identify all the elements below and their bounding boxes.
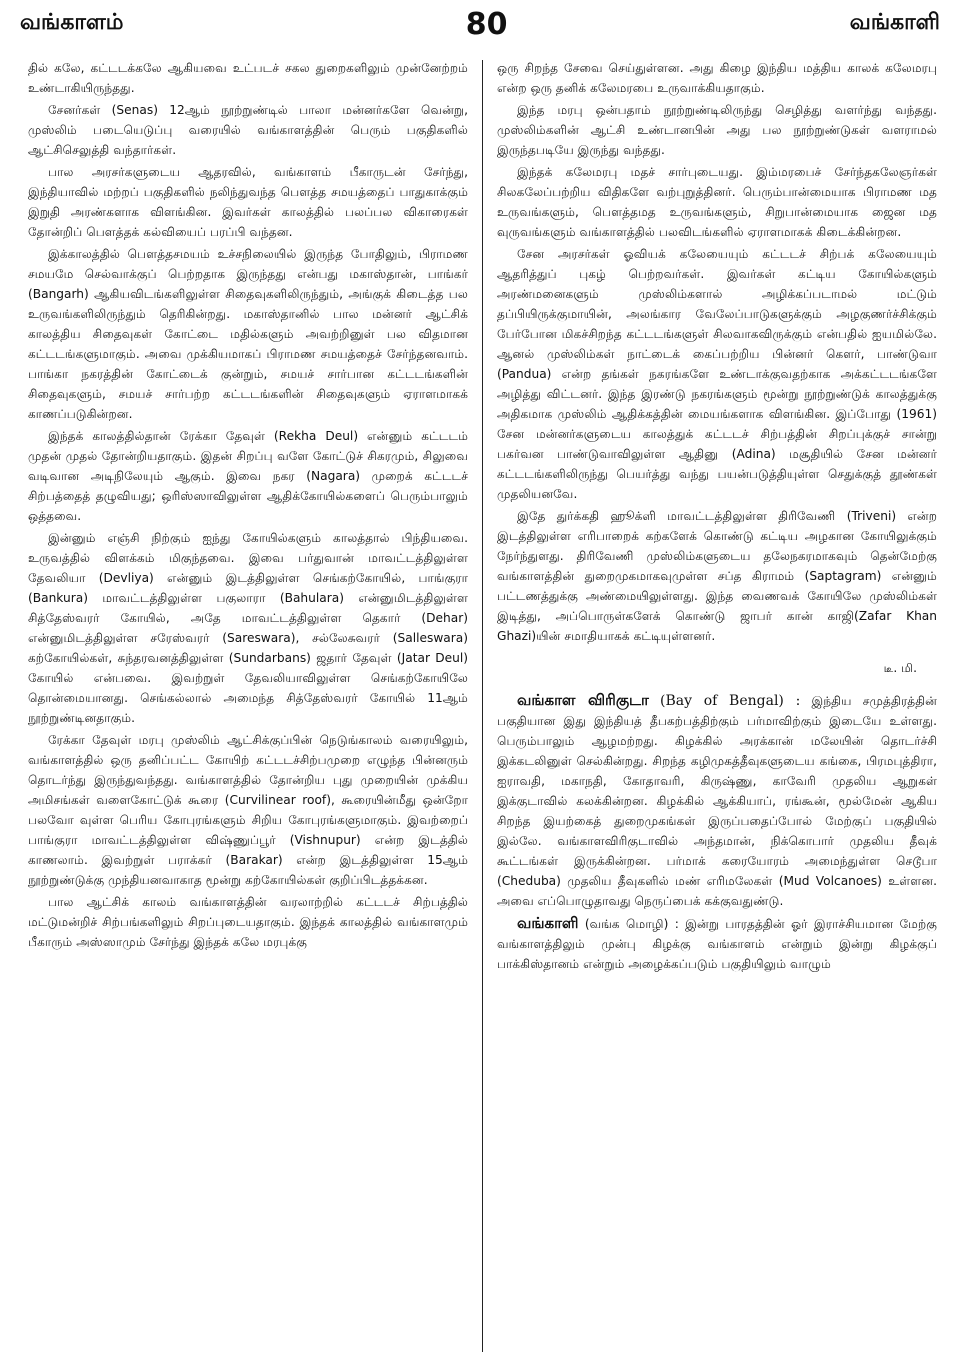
- paragraph: இன்னும் எஞ்சி நிற்கும் ஐந்து கோயில்களும் காலத்தால் பிந்தியவை. உருவத்தில் விளக்கம் மிகுந்தவை. இவை பர்துவான் மாவட்டத்திலுள்ள தேவலியா (Devliya) என்னும் இடத்திலுள்ள செங்கற்கோயில், பாங்குரா (Bankura) மாவட்டத்திலுள்ள பகுலாரா (Bahulara) என்னுமிடத்திலுள்ள சித்தேஸ்வரர் கோயில், அதே மாவட்டத்திலுள்ள தெகார் (Dehar) என்னுமிடத்திலுள்ள சரேஸ்வரர் (Sareswara), சல்லேசுவரர் (Salleswara) கற்கோயில்கள், சுந்தரவனத்திலுள்ள (Sundarbans) ஜதார் தேவுள் (Jatar Deul) கோயில் என்பவை. இவற்றுள் தேவலியாவிலுள்ள செங்கற்கோயிலே தொன்மையானது. செங்கல்லால் அமைந்த சித்தேஸ்வரர் கோயில் 11ஆம் நூற்றுண்டினதாகும்.: [28, 531, 468, 725]
- left-column: [28, 58, 468, 1354]
- entry-title-english: (Bay of Bengal) :: [660, 693, 801, 710]
- paragraph: ரேக்கா தேவுள் மரபு முஸ்லிம் ஆட்சிக்குப்பின் நெடுங்காலம் வரையிலும், வங்காளத்தில் ஒரு தனிப்பட்ட கோயிற் கட்டடச்சிற்பமுறை எழுந்த பின்னரும் தொடர்ந்து இருந்துவந்தது. வங்காளத்தில் தோன்றிய புது முறையின் முக்கிய அமிசங்கள் வளைகோட்டுக் கூரை (Curvilinear roof), கூரையின்மீது ஒன்றோ பலவோ வுள்ள பெரிய கோபுரங்களும் சிறிய கோபுரங்களுமாகும். இவற்றைப் பாங்குரா மாவட்டத்திலுள்ள விஷ்ணுப்பூர் (Vishnupur) என்ற இடத்தில் காணலாம். இவற்றுள் பராக்கர் (Barakar) என்ற இடத்திலுள்ள 15ஆம் நூற்றுண்டுக்கு முந்தியனவாகாத மூன்று கற்கோயில்கள் குறிப்பிடத்தக்கன.: [28, 733, 468, 887]
- right-column: [497, 58, 937, 1354]
- entry-subtitle: (வங்க மொழி) :: [584, 917, 679, 932]
- paragraph: ஒரு சிறந்த சேவை செய்துள்ளன. அது கிழை இந்திய மத்திய காலக் கலேமரபு என்ற ஒரு தனிக் கலேமரபை உருவாக்கியதாகும்.: [497, 61, 937, 95]
- entry-bay-of-bengal: [497, 690, 937, 911]
- author-signature: டீ. மி.: [883, 661, 917, 676]
- paragraph: இந்த மரபு ஒன்பதாம் நூற்றுண்டிலிருந்து செழித்து வளர்ந்து வந்தது. முஸ்லிம்களின் ஆட்சி உண்டானபின் அது பல நூற்றுண்டுகள் வளராமல் இருந்தபடியே இருந்து வந்தது.: [497, 103, 937, 157]
- entry-text: இந்திய சமுத்திரத்தின் பகுதியான இது இந்தியத் தீபகற்பத்திற்கும் பர்மாவிற்கும் இடையே உள்ளது. பெரும்பாலும் ஆழமற்றது. கிழக்கில் அரக்கான் மலேயின் தொடர்ச்சி இக்கடலினுள் செல்கின்றது. சிறந்த கழிமுகத்தீவுகளுடைய கங்கை, பிரமபுத்திரா, ஐராவதி, மகாநதி, கோதாவரி, கிருஷ்ணு, காவேரி முதலிய ஆறுகள் இக்குடாவில் கலக்கின்றன. கிழக்கில் ஆக்கியாப், ரங்கூன், மூல்மேன் ஆகிய சிறந்த இயற்கைத் துறைமுகங்கள் இருப்பதைப்போல் மேற்குப் பகுதியில் இல்லே. வங்காளவிரிகுடாவில் அந்தமான், நிக்கொபார் முதலிய தீவுக் கூட்டங்கள் இருக்கின்றன. பர்மாக் கரையோரம் அமைந்துள்ள செடூபா (Cheduba) முதலிய தீவுகளில் மண் எரிமலேகள் (Mud Volcanoes) உள்ளன. அவை எப்பொழுதாவது நெருப்பைக் கக்குவதுண்டு.: [497, 694, 937, 909]
- paragraph: பால ஆட்சிக் காலம் வங்காளத்தின் வரலாற்றில் கட்டடச் சிற்பத்தில் மட்டுமன்றிச் சிற்பங்களிலும் சிறப்புடையதாகும். இந்தக் காலத்தில் வங்காளமும் பீகாரும் அஸ்ஸாமும் சேர்ந்து இந்தக் கலே மரபுக்கு: [28, 895, 468, 949]
- paragraph: பால அரசர்களுடைய ஆதரவில், வங்காளம் பீகாருடன் சேர்ந்து, இந்தியாவில் மற்றப் பகுதிகளில் நலிந்துவந்த பௌத்த சமயத்தைப் பாதுகாக்கும் இறுதி அரண்களாக விளங்கின. இவர்கள் காலத்தில் பலப்பல விகாரைகள் தோன்றிப் பௌத்தக் கல்வியைப் பரப்பி வந்தன.: [28, 165, 468, 239]
- running-head-left: வங்காளம்: [20, 10, 124, 35]
- entry-bengali-language: [497, 913, 937, 974]
- paragraph: இந்தக் காலத்தில்தான் ரேக்கா தேவுள் (Rekha Deul) என்னும் கட்டடம் முதன் முதல் தோன்றியதாகும். இதன் சிறப்பு வளே கோட்டுச் சிகரமும், சிலுவை வடிவான அடிநிலேயும் ஆகும். இவை நகர (Nagara) முறைக் கட்டடச் சிற்பத்தைத் தழுவியது; ஒரிஸ்ஸாவிலுள்ள ஆதிக்கோயில்களைப் பெரும்பாலும் ஒத்தவை.: [28, 429, 468, 523]
- paragraph: இந்தக் கலேமரபு மதச் சார்புடையது. இம்மரபைச் சேர்ந்தகலேஞர்கள் சிலகலேப்பற்றிய விதிகளே வற்புறுத்தினர். பெரும்பான்மையாக பிராமண மத உருவங்களும், பௌத்தமத உருவங்களும், சிறுபான்மையாக ஜைன மத வுருவங்களும் வங்காளத்தில் பலவிடங்களில் ஏராளமாகக் கிடைக்கின்றன.: [497, 165, 937, 239]
- paragraph: இதே துர்க்கதி ஹூக்ளி மாவட்டத்திலுள்ள திரிவேணி (Triveni) என்ற இடத்திலுள்ள எரிபாறைக் கற்களேக் கொண்டு கட்டிய அழகான கோயிலுக்கும் நேர்ந்துளது. திரிவேணி முஸ்லிம்களுடைய தலேநகரமாகவும் தென்மேற்கு வங்காளத்தின் துறைமுகமாகவுமுள்ள சப்த கிராமம் (Saptagram) என்னும் பட்டணத்துக்கு அண்மையிலுள்ளது. இந்த வைணவக் கோயிலே முஸ்லிம்கள் இடித்து, அப்பொருள்களேக் கொண்டு ஜாபர் கான் காஜி(Zafar Khan Ghazi)யின் சமாதியாகக் கட்டியுள்ளனர்.: [497, 509, 937, 643]
- page-number: 80: [465, 6, 508, 42]
- column-divider: [482, 60, 483, 1352]
- paragraph: சேனர்கள் (Senas) 12ஆம் நூற்றுண்டில் பாலா மன்னர்களே வென்று, முஸ்லிம் படையெடுப்பு வரையில் வங்காளத்தின் பெரும் பகுதிகளில் ஆட்சிசெலுத்தி வந்தார்கள்.: [28, 103, 468, 157]
- entry-title: வங்காளி: [517, 914, 579, 933]
- paragraph: தில் கலே, கட்டடக்கலே ஆகியவை உட்படச் சகல துறைகளிலும் முன்னேற்றம் உண்டாகியிருந்தது.: [28, 61, 468, 95]
- paragraph: இக்காலத்தில் பௌத்தசமயம் உச்சநிலையில் இருந்த போதிலும், பிராமண சமயமே செல்வாக்குப் பெற்றதாக இருந்தது என்பது மகாஸ்தான், பாங்கர் (Bangarh) ஆகியவிடங்களிலுள்ள சிதைவுகளிலிருந்தும், அங்குக் கிடைத்த பல உருவங்களிலிருந்தும் தெரிகின்றது. மகாஸ்தானில் பால மன்னர் ஆட்சிக் காலத்திய சிதைவுகள் கோட்டை மதில்களும் அவற்றினுள் பல விதமான கட்டடங்களுமாகும். அவை முக்கியமாகப் பிராமண சமயத்தைச் சேர்ந்தனவாம். பாங்கா நகரத்தின் கோட்டைக் குன்றும், சமயச் சார்பான கட்டடங்களின் சிதைவுகளும், சமயச் சார்பற்ற கட்டடங்களின் சிதைவுகளும் ஏராளமாகக் காணப்படுகின்றன.: [28, 247, 468, 421]
- running-head-right: வங்காளி: [849, 10, 940, 35]
- entry-text: இன்று பாரதத்தின் ஓர் இராச்சியமான மேற்கு வங்காளத்திலும் முன்பு கிழக்கு வங்காளம் என்றும் இன்று கிழக்குப் பாக்கிஸ்தானம் என்றும் அழைக்கப்படும் பகுதியிலும் வாழும்: [497, 917, 937, 972]
- page-header: [20, 4, 940, 44]
- entry-title: வங்காள விரிகுடா: [517, 691, 649, 710]
- paragraph: சேன அரசர்கள் ஓவியக் கலேயையும் கட்டடச் சிற்பக் கலேயையும் ஆதரித்துப் புகழ் பெற்றவர்கள். இவர்கள் கட்டிய கோயில்களும் அரண்மனைகளும் முஸ்லிம்களால் அழிக்கப்படாமல் மட்டும் தப்பியிருக்குமாயின், அலங்கார வேலேப்பாடுகளுக்கும் அழகுணர்ச்சிக்கும் பேர்போன மிகச்சிறந்த கட்டடங்களுள் சிலவாகவிருக்கும் என்பதில் ஐயமில்லே. ஆனல் முஸ்லிம்கள் நாட்டைக் கைப்பற்றிய பின்னர் கௌர், பாண்டுவா (Pandua) என்ற தங்கள் நகரங்களே உண்டாக்குவதற்காக அக்கட்டடங்களே அழித்து விட்டனர். இந்த இரண்டு நகரங்களும் மூன்று நூற்றுண்டுக் காலத்துக்கு அதிகமாக முஸ்லிம் ஆதிக்கத்தின் மையங்களாக விளங்கின. இப்போது (1961) சேன மன்னர்களுடைய காலத்துக் கட்டடச் சிற்பத்தின் சிறப்புக்குச் சான்று பகர்வன பாண்டுவாவிலுள்ள ஆதினு (Adina) மசூதியில் சேன மன்னர் கட்டடங்களிலிருந்து பெயர்த்து வந்து பயன்படுத்தியுள்ள செதுக்குத் தூண்கள் முதலியனவே.: [497, 247, 937, 501]
